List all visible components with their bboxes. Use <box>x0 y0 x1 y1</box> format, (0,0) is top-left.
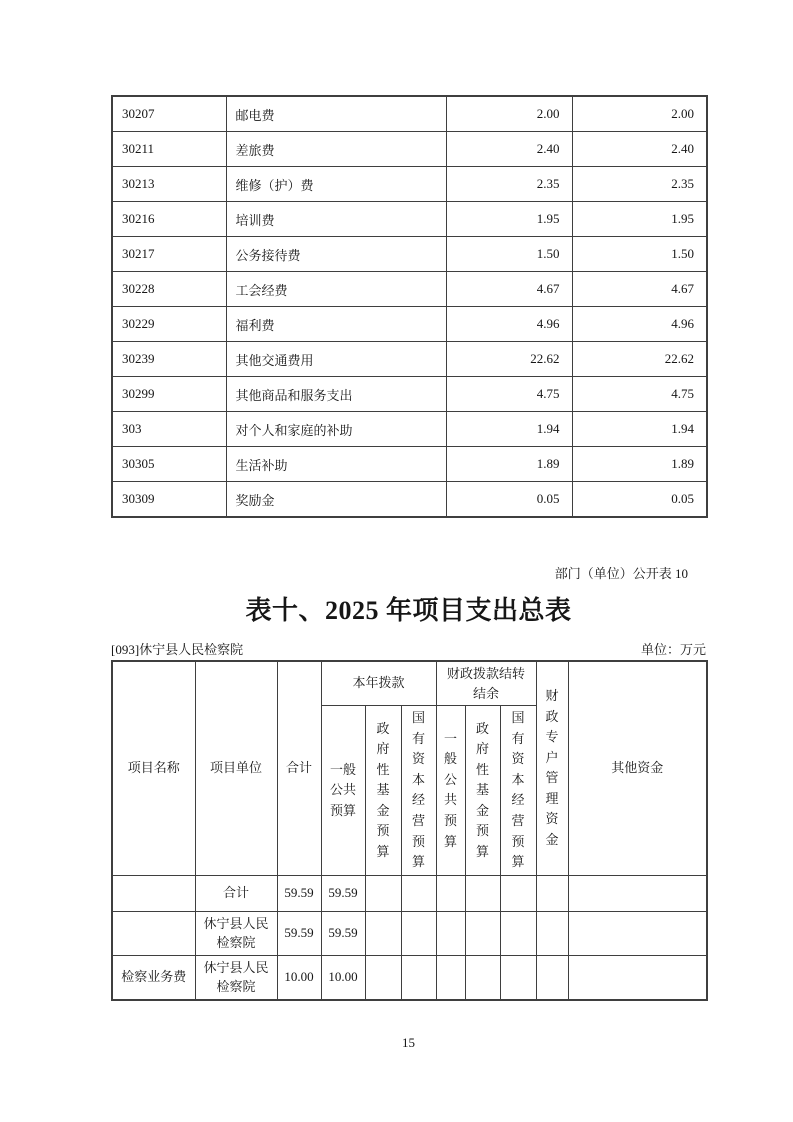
expense-value-2: 1.94 <box>572 412 707 447</box>
project-name-cell <box>112 875 195 911</box>
expense-name: 维修（护）费 <box>226 167 446 202</box>
expense-code: 303 <box>112 412 226 447</box>
table-note: 部门（单位）公开表 10 <box>554 566 688 581</box>
table-row <box>112 342 707 377</box>
expense-code: 30309 <box>112 482 226 518</box>
cy-general-cell: 59.59 <box>321 911 365 955</box>
col-header-general-public-budget-label: 一般公共预算 <box>329 762 356 818</box>
expense-code: 30239 <box>112 342 226 377</box>
table-row <box>112 272 707 307</box>
unit-label: 单位：万元 <box>640 642 706 657</box>
project-unit-text: 休宁县人民检察院 <box>203 959 269 995</box>
project-unit-cell: 合计 <box>195 875 277 911</box>
expense-name: 其他商品和服务支出 <box>226 377 446 412</box>
cy-gov-fund-cell <box>365 911 401 955</box>
col-header-fiscal-special-account <box>536 661 568 875</box>
cy-state-capital-cell <box>401 911 436 955</box>
project-unit-cell <box>195 911 277 955</box>
expense-name: 福利费 <box>226 307 446 342</box>
expense-value-1: 1.95 <box>446 202 572 237</box>
expense-code: 30217 <box>112 237 226 272</box>
expense-value-2: 1.95 <box>572 202 707 237</box>
expense-value-1: 2.35 <box>446 167 572 202</box>
table-row <box>112 237 707 272</box>
project-name-cell: 检察业务费 <box>112 955 195 1000</box>
col-header-state-capital-budget <box>401 706 436 875</box>
expense-value-1: 2.00 <box>446 96 572 132</box>
other-funds-cell <box>568 875 707 911</box>
header-row-groups <box>112 661 707 706</box>
expense-name: 培训费 <box>226 202 446 237</box>
co-general-cell <box>436 911 465 955</box>
co-state-capital-cell <box>500 955 536 1000</box>
col-header-fiscal-special-account-label: 财政专户管理资金 <box>545 688 559 847</box>
expense-code: 30216 <box>112 202 226 237</box>
expense-name: 差旅费 <box>226 132 446 167</box>
cy-gov-fund-cell <box>365 955 401 1000</box>
expense-value-2: 0.05 <box>572 482 707 518</box>
col-header-other-funds: 其他资金 <box>568 661 707 875</box>
table-row <box>112 482 707 518</box>
col-header-project-unit: 项目单位 <box>195 661 277 875</box>
expense-code: 30207 <box>112 96 226 132</box>
expense-code: 30229 <box>112 307 226 342</box>
expense-value-1: 1.89 <box>446 447 572 482</box>
col-group-fiscal-carryover-label: 财政拨款结转结余 <box>447 666 526 701</box>
col-header-carryover-general-public-budget <box>436 706 465 875</box>
fiscal-account-cell <box>536 911 568 955</box>
col-header-carryover-gov-fund-budget-label: 政府性基金预算 <box>476 720 490 859</box>
other-funds-cell <box>568 955 707 1000</box>
col-header-state-capital-budget-label: 国有资本经营预算 <box>412 710 426 870</box>
expense-value-1: 4.96 <box>446 307 572 342</box>
expense-value-1: 4.75 <box>446 377 572 412</box>
table-row <box>112 412 707 447</box>
expense-value-2: 2.35 <box>572 167 707 202</box>
page-number: 15 <box>402 1035 415 1051</box>
project-unit-cell <box>195 955 277 1000</box>
org-name: [093]休宁县人民检察院 <box>111 642 244 657</box>
table-row <box>112 377 707 412</box>
total-cell: 10.00 <box>277 955 321 1000</box>
co-gov-fund-cell <box>465 955 500 1000</box>
page-content <box>111 0 706 1051</box>
table-row <box>112 911 707 955</box>
col-group-current-year-appropriation: 本年拨款 <box>321 661 436 706</box>
col-header-carryover-state-capital-budget-label: 国有资本经营预算 <box>511 710 525 870</box>
col-group-fiscal-carryover <box>436 661 536 706</box>
expense-value-1: 1.94 <box>446 412 572 447</box>
expense-name: 公务接待费 <box>226 237 446 272</box>
table-row <box>112 96 707 132</box>
col-header-project-name: 项目名称 <box>112 661 195 875</box>
expense-name: 奖励金 <box>226 482 446 518</box>
expense-value-1: 4.67 <box>446 272 572 307</box>
expense-value-2: 2.00 <box>572 96 707 132</box>
fiscal-account-cell <box>536 875 568 911</box>
expense-value-1: 1.50 <box>446 237 572 272</box>
cy-general-cell: 10.00 <box>321 955 365 1000</box>
expense-code: 30299 <box>112 377 226 412</box>
co-gov-fund-cell <box>465 911 500 955</box>
expense-name: 其他交通费用 <box>226 342 446 377</box>
project-unit-text: 休宁县人民检察院 <box>203 915 269 951</box>
expense-code: 30305 <box>112 447 226 482</box>
total-cell: 59.59 <box>277 875 321 911</box>
expense-continuation-table <box>111 95 708 518</box>
expense-name: 生活补助 <box>226 447 446 482</box>
expense-name: 对个人和家庭的补助 <box>226 412 446 447</box>
expense-name: 邮电费 <box>226 96 446 132</box>
expense-code: 30211 <box>112 132 226 167</box>
cy-state-capital-cell <box>401 955 436 1000</box>
project-expenditure-table <box>111 660 708 1001</box>
co-state-capital-cell <box>500 875 536 911</box>
expense-value-2: 4.67 <box>572 272 707 307</box>
cy-gov-fund-cell <box>365 875 401 911</box>
expense-value-2: 4.75 <box>572 377 707 412</box>
cy-state-capital-cell <box>401 875 436 911</box>
expense-value-2: 2.40 <box>572 132 707 167</box>
total-cell: 59.59 <box>277 911 321 955</box>
col-header-total: 合计 <box>277 661 321 875</box>
table-row <box>112 167 707 202</box>
table-row <box>112 202 707 237</box>
col-header-carryover-general-public-budget-label: 一般公共预算 <box>444 730 458 849</box>
other-funds-cell <box>568 911 707 955</box>
col-header-carryover-state-capital-budget <box>500 706 536 875</box>
expense-code: 30228 <box>112 272 226 307</box>
col-header-gov-fund-budget-label: 政府性基金预算 <box>376 720 390 859</box>
table-row <box>112 307 707 342</box>
expense-value-1: 2.40 <box>446 132 572 167</box>
page-title: 表十、2025 年项目支出总表 <box>245 596 572 625</box>
table-row <box>112 875 707 911</box>
project-name-cell <box>112 911 195 955</box>
table-row <box>112 955 707 1000</box>
co-general-cell <box>436 875 465 911</box>
expense-value-2: 1.50 <box>572 237 707 272</box>
col-header-gov-fund-budget <box>365 706 401 875</box>
table-meta-row <box>111 639 706 658</box>
expense-value-1: 0.05 <box>446 482 572 518</box>
expense-value-2: 1.89 <box>572 447 707 482</box>
cy-general-cell: 59.59 <box>321 875 365 911</box>
expense-value-1: 22.62 <box>446 342 572 377</box>
expense-value-2: 4.96 <box>572 307 707 342</box>
table-row <box>112 447 707 482</box>
co-general-cell <box>436 955 465 1000</box>
expense-value-2: 22.62 <box>572 342 707 377</box>
co-state-capital-cell <box>500 911 536 955</box>
fiscal-account-cell <box>536 955 568 1000</box>
co-gov-fund-cell <box>465 875 500 911</box>
table-row <box>112 132 707 167</box>
expense-code: 30213 <box>112 167 226 202</box>
col-header-carryover-gov-fund-budget <box>465 706 500 875</box>
expense-name: 工会经费 <box>226 272 446 307</box>
col-header-general-public-budget <box>321 706 365 875</box>
